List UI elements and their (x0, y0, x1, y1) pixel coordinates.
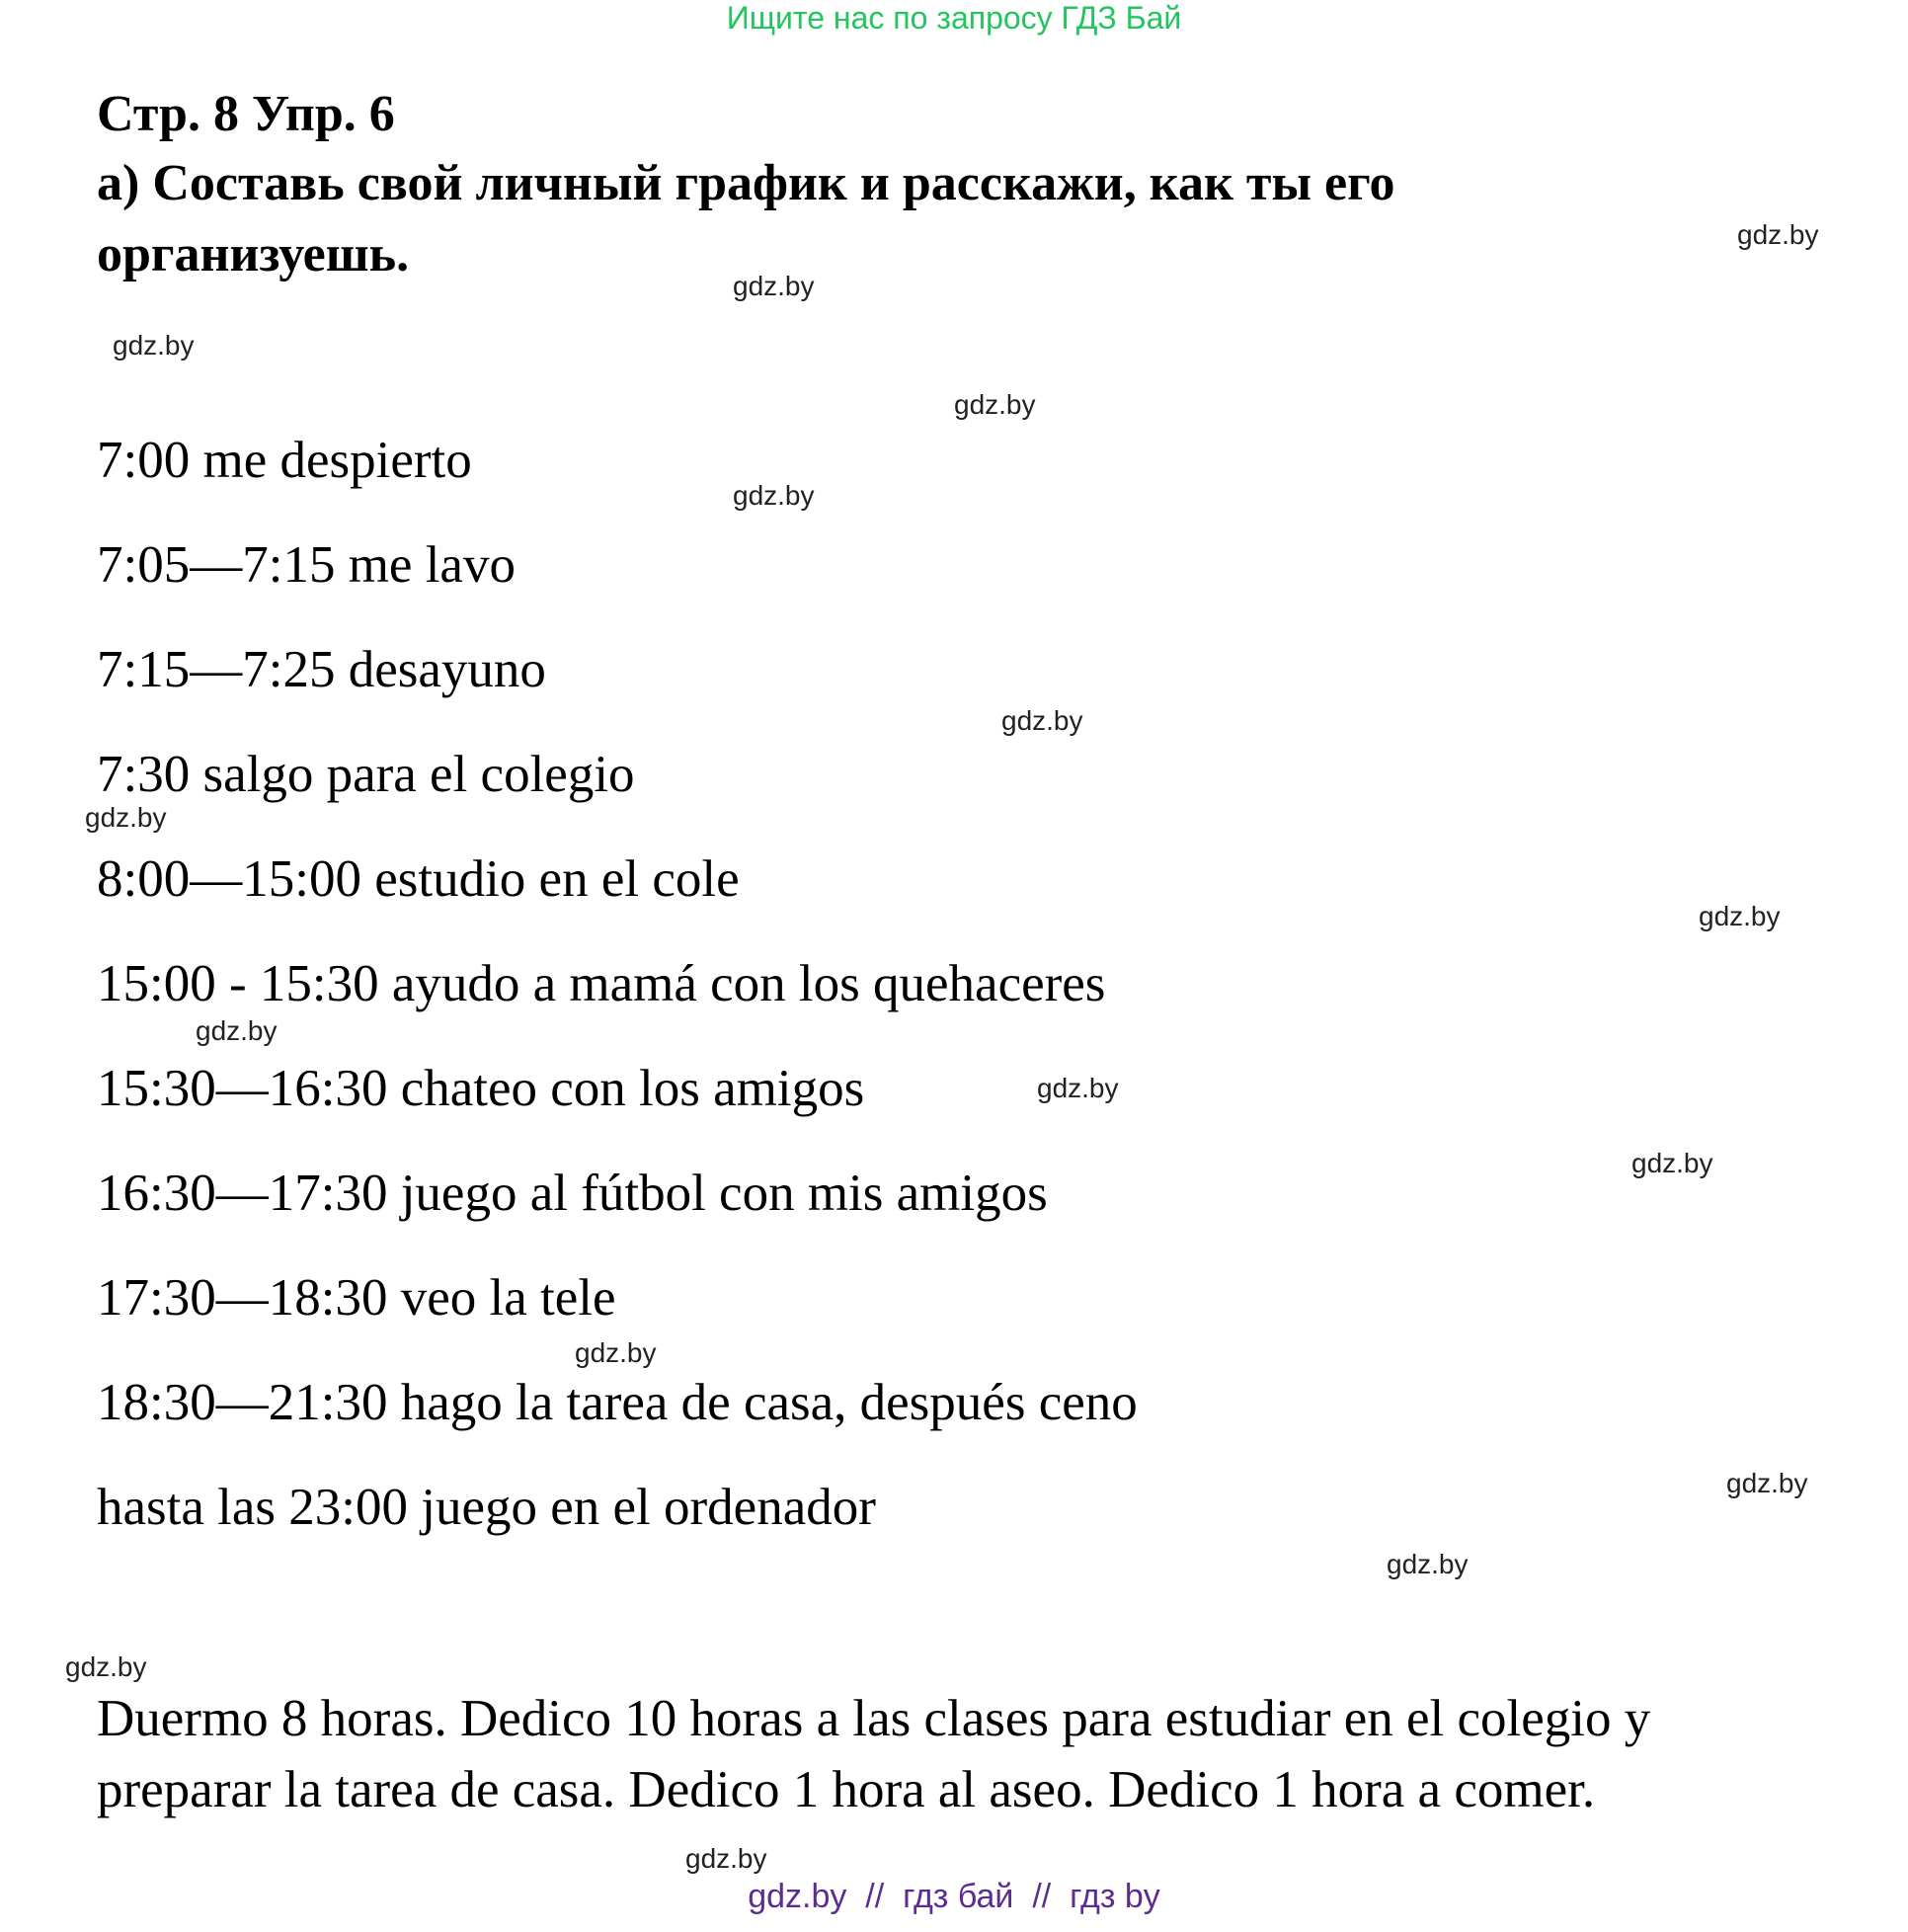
watermark: gdz.by (85, 802, 167, 833)
summary-line-2: preparar la tarea de casa. Dedico 1 hora al aseo. Dedico 1 hora a comer. (97, 1761, 1596, 1818)
watermark: gdz.by (954, 389, 1036, 420)
schedule-item: 7:30 salgo para el colegio (97, 746, 635, 803)
watermark: gdz.by (575, 1337, 657, 1368)
footer-separator: // (1013, 1878, 1071, 1915)
watermark: gdz.by (1631, 1148, 1713, 1178)
schedule-item: 15:30—16:30 chateo con los amigos (97, 1060, 865, 1117)
task-text-line-2: организуешь. (97, 226, 410, 282)
footer-link-gdz-by[interactable]: gdz.by (748, 1878, 847, 1915)
watermark: gdz.by (1699, 901, 1781, 931)
schedule-item: hasta las 23:00 juego en el ordenador (97, 1479, 876, 1536)
watermark: gdz.by (685, 1843, 767, 1874)
schedule-item: 18:30—21:30 hago la tarea de casa, después ceno (97, 1374, 1138, 1431)
schedule-item: 15:00 - 15:30 ayudo a mamá con los quehaceres (97, 955, 1106, 1012)
footer-link-gdz-by-cyr[interactable]: гдз by (1070, 1878, 1160, 1915)
watermark: gdz.by (1001, 705, 1083, 736)
watermark: gdz.by (196, 1015, 278, 1046)
watermark: gdz.by (1387, 1549, 1469, 1579)
watermark: gdz.by (733, 271, 815, 301)
top-banner: Ищите нас по запросу ГДЗ Бай (726, 0, 1182, 36)
summary-line-1: Duermo 8 horas. Dedico 10 horas a las clases para estudiar en el colegio y (97, 1690, 1651, 1747)
watermark: gdz.by (113, 330, 195, 361)
footer-links (0, 1877, 1908, 1916)
watermark: gdz.by (1737, 219, 1819, 250)
schedule-item: 7:05—7:15 me lavo (97, 536, 516, 594)
schedule-item: 7:15—7:25 desayuno (97, 641, 546, 698)
exercise-title: Стр. 8 Упр. 6 (97, 86, 395, 142)
watermark: gdz.by (733, 480, 815, 511)
schedule-item: 7:00 me despierto (97, 432, 472, 489)
schedule-item: 17:30—18:30 veo la tele (97, 1269, 616, 1327)
schedule-item: 8:00—15:00 estudio en el cole (97, 850, 740, 908)
footer-separator: // (846, 1878, 904, 1915)
watermark: gdz.by (65, 1651, 147, 1682)
task-text-line-1: а) Составь свой личный график и расскажи, как ты его (97, 155, 1395, 211)
schedule-item: 16:30—17:30 juego al fútbol con mis amigos (97, 1165, 1048, 1222)
footer-link-gdz-bai[interactable]: гдз бай (903, 1878, 1014, 1915)
watermark: gdz.by (1726, 1468, 1808, 1498)
watermark: gdz.by (1037, 1073, 1119, 1103)
